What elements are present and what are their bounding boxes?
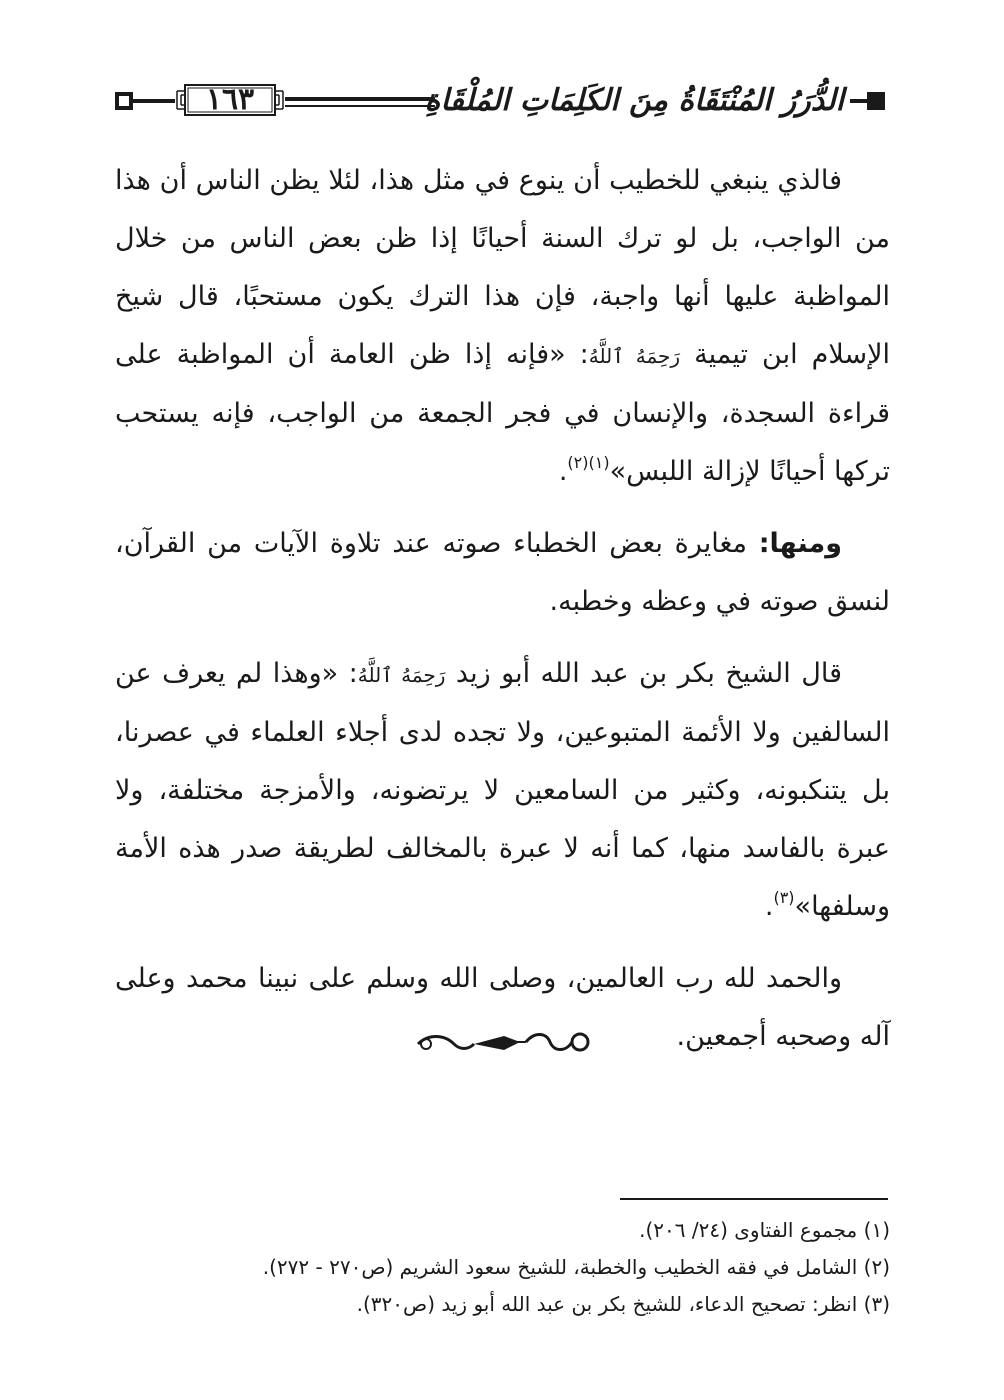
footnotes (115, 1212, 890, 1323)
footnote-1: (١) مجموع الفتاوى (٢٤/ ٢٠٦). (639, 1218, 890, 1242)
header-rule-left (133, 99, 175, 103)
footnote-ref-3: (٣) (773, 888, 795, 907)
header-open-square (115, 92, 133, 110)
ibn-taymiyyah-quote: : «فإنه إذا ظن العامة أن المواظبة على قراءة السجدة، والإنسان في فجر الجمعة من الواجب، فإنه يستحب تركها أحيانًا لإزالة اللبس» (115, 339, 890, 487)
header-rule-middle-thin (285, 105, 435, 107)
footnote-ref-1: (١) (588, 453, 610, 472)
footnote-separator (620, 1198, 888, 1200)
footnote-ref-2: (٢) (567, 453, 589, 472)
page-number: ١٦٣ (205, 82, 255, 117)
honorific-bakr-abu-zayd: رَحِمَهُ ٱللَّهُ (357, 663, 446, 687)
paragraph-3-text: قال الشيخ بكر بن عبد الله أبو زيد (455, 658, 842, 689)
honorific-ibn-taymiyyah: رَحِمَهُ ٱللَّهُ (588, 344, 681, 368)
footnote-2: (٢) الشامل في فقه الخطيب والخطبة، للشيخ سعود الشريم (ص٢٧٠ - ٢٧٢). (262, 1255, 890, 1279)
footnote-3: (٣) انظر: تصحيح الدعاء، للشيخ بكر بن عبد الله أبو زيد (ص٣٢٠). (356, 1292, 890, 1316)
end-ornament (408, 1022, 598, 1062)
paragraph-4-text: والحمد لله رب العالمين، وصلى الله وسلم على نبينا محمد وعلى آله وصحبه أجمعين. (115, 963, 890, 1052)
running-title: الدُّرَرُ المُنْتَقَاةُ مِنَ الكَلِمَاتِ المُلْقَاةِ (438, 78, 850, 124)
body-text (115, 152, 890, 1078)
paragraph-3-end: . (764, 891, 774, 922)
header-filled-square (867, 92, 885, 110)
paragraph-1-end: . (558, 456, 568, 487)
paragraph-1 (115, 152, 890, 501)
paragraph-1-text: فالذي ينبغي للخطيب أن ينوع في مثل هذا، لئلا يظن الناس أن هذا من الواجب، بل لو ترك السنة أحيانًا إذا ظن بعض الناس من خلال المواظبة عليها أنها واجبة، فإن هذا الترك يكون مستحبًا، قال شيخ الإسلام ابن تيمية (115, 165, 890, 370)
paragraph-2-lead: ومنها: (758, 528, 842, 559)
paragraph-2-text: مغايرة بعض الخطباء صوته عند تلاوة الآيات من القرآن، لنسق صوته في وعظه وخطبه. (115, 528, 890, 617)
paragraph-2 (115, 515, 890, 631)
running-header (115, 78, 890, 124)
page-number-frame (175, 81, 285, 119)
header-rule-middle (285, 97, 435, 101)
paragraph-3 (115, 645, 890, 936)
bakr-abu-zayd-quote: : «وهذا لم يعرف عن السالفين ولا الأئمة المتبوعين، ولا تجده لدى أجلاء العلماء في عصرنا، بل يتنكبونه، وكثير من السامعين لا يرتضونه، والأمزجة مختلفة، ولا عبرة بالفاسد منها، كما أنه لا عبرة بالمخالف لطريقة صدر هذه الأمة وسلفها» (115, 658, 890, 922)
